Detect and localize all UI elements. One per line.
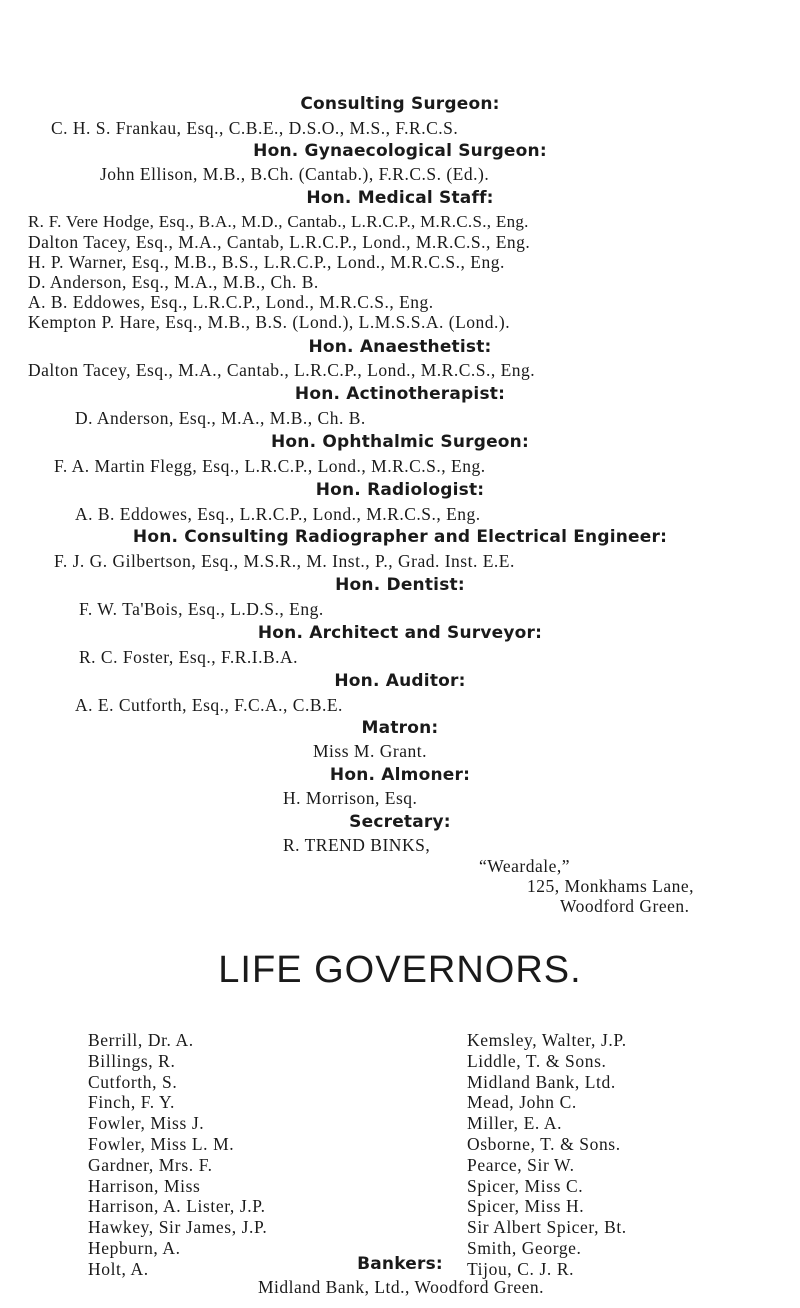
governor-name: Finch, F. Y. (88, 1092, 176, 1113)
office-heading-anaesthetist: Hon. Anaesthetist: (308, 337, 492, 357)
governor-name: Hawkey, Sir James, J.P. (88, 1217, 268, 1238)
office-line: D. Anderson, Esq., M.A., M.B., Ch. B. (28, 272, 319, 292)
office-line: F. W. Ta'Bois, Esq., L.D.S., Eng. (79, 599, 324, 619)
office-line: John Ellison, M.B., B.Ch. (Cantab.), F.R.C.S. (Ed.). (100, 164, 490, 184)
governor-name: Kemsley, Walter, J.P. (467, 1030, 627, 1050)
bankers-line: Midland Bank, Ltd., Woodford Green. (258, 1277, 544, 1297)
governor-name: Billings, R. (88, 1050, 176, 1071)
governor-name: Spicer, Miss H. (467, 1196, 585, 1217)
governor-name: Osborne, T. & Sons. (467, 1133, 621, 1154)
office-line: Miss M. Grant. (313, 741, 427, 761)
office-heading-almoner: Hon. Almoner: (329, 765, 471, 785)
governor-name: Sir Albert Spicer, Bt. (467, 1217, 627, 1238)
office-line: 125, Monkhams Lane, (527, 876, 694, 896)
governor-name: Liddle, T. & Sons. (467, 1050, 607, 1071)
governor-name: Tijou, C. J. R. (467, 1258, 575, 1279)
office-line: A. E. Cutforth, Esq., F.C.A., C.B.E. (75, 695, 343, 715)
office-line: H. Morrison, Esq. (283, 788, 418, 808)
office-heading-radiologist: Hon. Radiologist: (315, 480, 485, 500)
office-line: F. J. G. Gilbertson, Esq., M.S.R., M. Inst., P., Grad. Inst. E.E. (54, 551, 515, 571)
office-heading-secretary: Secretary: (349, 812, 451, 832)
governor-name: Hepburn, A. (88, 1237, 181, 1258)
governor-name: Midland Bank, Ltd. (467, 1071, 616, 1092)
office-heading-ophthalmic-surgeon: Hon. Ophthalmic Surgeon: (271, 432, 529, 452)
life-governors-title: LIFE GOVERNORS. (218, 949, 582, 991)
governor-name: Mead, John C. (467, 1092, 577, 1113)
office-heading-medical-staff: Hon. Medical Staff: (306, 188, 494, 208)
governor-name: Fowler, Miss J. (88, 1113, 205, 1134)
office-line: F. A. Martin Flegg, Esq., L.R.C.P., Lond., M.R.C.S., Eng. (54, 456, 486, 476)
office-line: “Weardale,” (479, 856, 571, 876)
office-heading-matron: Matron: (361, 718, 439, 738)
governors-left-column (88, 1030, 267, 1280)
office-heading-auditor: Hon. Auditor: (334, 671, 466, 691)
office-line: R. C. Foster, Esq., F.R.I.B.A. (79, 647, 299, 667)
office-line: D. Anderson, Esq., M.A., M.B., Ch. B. (75, 408, 366, 428)
governor-name: Fowler, Miss L. M. (88, 1133, 235, 1154)
bankers-heading: Bankers: (357, 1254, 443, 1274)
office-heading-consulting-surgeon: Consulting Surgeon: (300, 94, 500, 114)
office-line: Dalton Tacey, Esq., M.A., Cantab., L.R.C.P., Lond., M.R.C.S., Eng. (28, 360, 536, 380)
governor-name: Harrison, A. Lister, J.P. (88, 1196, 266, 1217)
office-line: C. H. S. Frankau, Esq., C.B.E., D.S.O., M.S., F.R.C.S. (51, 118, 459, 138)
governor-name: Pearce, Sir W. (467, 1154, 575, 1175)
governor-name: Spicer, Miss C. (467, 1175, 584, 1196)
office-line: Woodford Green. (560, 896, 690, 916)
office-line: R. F. Vere Hodge, Esq., B.A., M.D., Cantab., L.R.C.P., M.R.C.S., Eng. (28, 212, 529, 231)
office-line: Dalton Tacey, Esq., M.A., Cantab, L.R.C.P., Lond., M.R.C.S., Eng. (28, 232, 531, 252)
office-heading-radiographer-electrical-engineer: Hon. Consulting Radiographer and Electrical Engineer: (132, 527, 668, 547)
office-line: H. P. Warner, Esq., M.B., B.S., L.R.C.P., Lond., M.R.C.S., Eng. (28, 252, 505, 272)
governor-name: Gardner, Mrs. F. (88, 1154, 213, 1175)
office-line: R. TREND BINKS, (283, 835, 431, 855)
office-heading-dentist: Hon. Dentist: (335, 575, 465, 595)
office-line: A. B. Eddowes, Esq., L.R.C.P., Lond., M.R.C.S., Eng. (75, 504, 481, 524)
governor-name: Berrill, Dr. A. (88, 1030, 194, 1050)
governors-right-column (467, 1030, 627, 1280)
office-line: A. B. Eddowes, Esq., L.R.C.P., Lond., M.R.C.S., Eng. (28, 292, 434, 312)
office-line: Kempton P. Hare, Esq., M.B., B.S. (Lond.), L.M.S.S.A. (Lond.). (28, 312, 511, 332)
governor-name: Smith, George. (467, 1237, 582, 1258)
office-heading-gynaecological-surgeon: Hon. Gynaecological Surgeon: (253, 141, 547, 161)
governor-name: Harrison, Miss (88, 1175, 201, 1196)
office-heading-actinotherapist: Hon. Actinotherapist: (294, 384, 506, 404)
governor-name: Holt, A. (88, 1258, 149, 1279)
governor-name: Cutforth, S. (88, 1071, 178, 1092)
governor-name: Miller, E. A. (467, 1113, 563, 1134)
office-heading-architect-surveyor: Hon. Architect and Surveyor: (257, 623, 543, 643)
